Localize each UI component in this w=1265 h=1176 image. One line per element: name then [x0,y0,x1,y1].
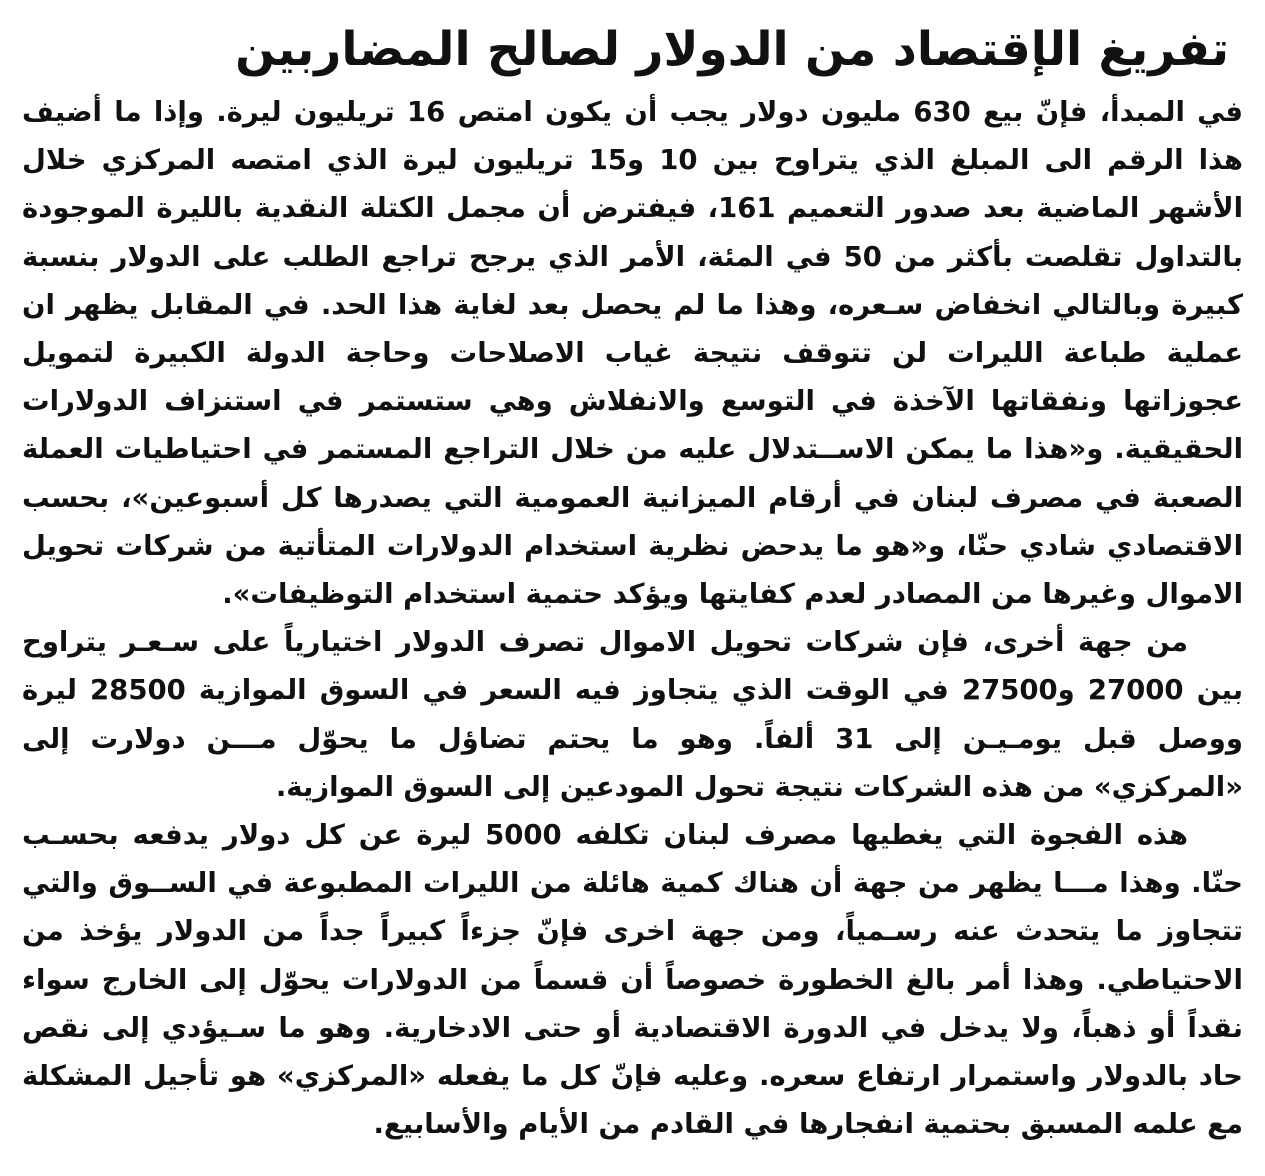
article-paragraph-1: في المبدأ، فإنّ بيع 630 مليون دولار يجب أن يكون امتص 16 تريليون ليرة. وإذا ما أضيف هذا الرقم الى المبلغ الذي يتراوح بين 10 و15 تريليون ليرة الذي امتصه المركزي خلال الأشهر الماضية بعد صدور التعميم 161، فيفترض أن مجمل الكتلة النقدية بالليرة الموجودة بالتداول تقلصت بأكثر من 50 في المئة، الأمر الذي يرجح تراجع الطلب على الدولار بنسبة كبيرة وبالتالي انخفاض سـعره، وهذا ما لم يحصل بعد لغاية هذا الحد. في المقابل يظهر ان عملية طباعة الليرات لن تتوقف نتيجة غياب الاصلاحات وحاجة الدولة الكبيرة لتمويل عجوزاتها ونفقاتها الآخذة في التوسع والانفلاش وهي ستستمر في استنزاف الدولارات الحقيقية. و«هذا ما يمكن الاســتدلال عليه من خلال التراجع المستمر في احتياطيات العملة الصعبة في مصرف لبنان في أرقام الميزانية العمومية التي يصدرها كل أسبوعين»، بحسب الاقتصادي شادي حنّا، و«هو ما يدحض نظرية استخدام الدولارات المتأتية من شركات تحويل الاموال وغيرها من المصادر لعدم كفايتها ويؤكد حتمية استخدام التوظيفات». [22,96,1244,611]
article-paragraph-2: من جهة أخرى، فإن شركات تحويل الاموال تصرف الدولار اختيارياً على سـعـر يتراوح بين 27000 و27500 في الوقت الذي يتجاوز فيه السعر في السوق الموازية 28500 ليرة ووصل قبل يومـيـن إلى 31 ألفاً. وهو ما يحتم تضاؤل ما يحوّل مـــن دولارت إلى «المركزي» من هذه الشركات نتيجة تحول المودعين إلى السوق الموازية. [22,626,1244,803]
article-paragraph-3: هذه الفجوة التي يغطيها مصرف لبنان تكلفه 5000 ليرة عن كل دولار يدفعه بحسـب حنّا. وهذا مـــا يظهر من جهة أن هناك كمية هائلة من الليرات المطبوعة في الســوق والتي تتجاوز ما يتحدث عنه رسـمياً، ومن جهة اخرى فإنّ جزءاً كبيراً جداً من الدولار يؤخذ من الاحتياطي. وهذا أمر بالغ الخطورة خصوصاً أن قسماً من الدولارات يحوّل إلى الخارج سواء نقداً أو ذهباً، ولا يدخل في الدورة الاقتصادية أو حتى الادخارية. وهو ما سـيؤدي إلى نقص حاد بالدولار واستمرار ارتفاع سعره. وعليه فإنّ كل ما يفعله «المركزي» هو تأجيل المشكلة مع علمه المسبق بحتمية انفجارها في القادم من الأيام والأسابيع. [22,819,1243,1141]
article-headline: تفريغ الإقتصاد من الدولار لصالح المضاربين [235,22,1229,77]
